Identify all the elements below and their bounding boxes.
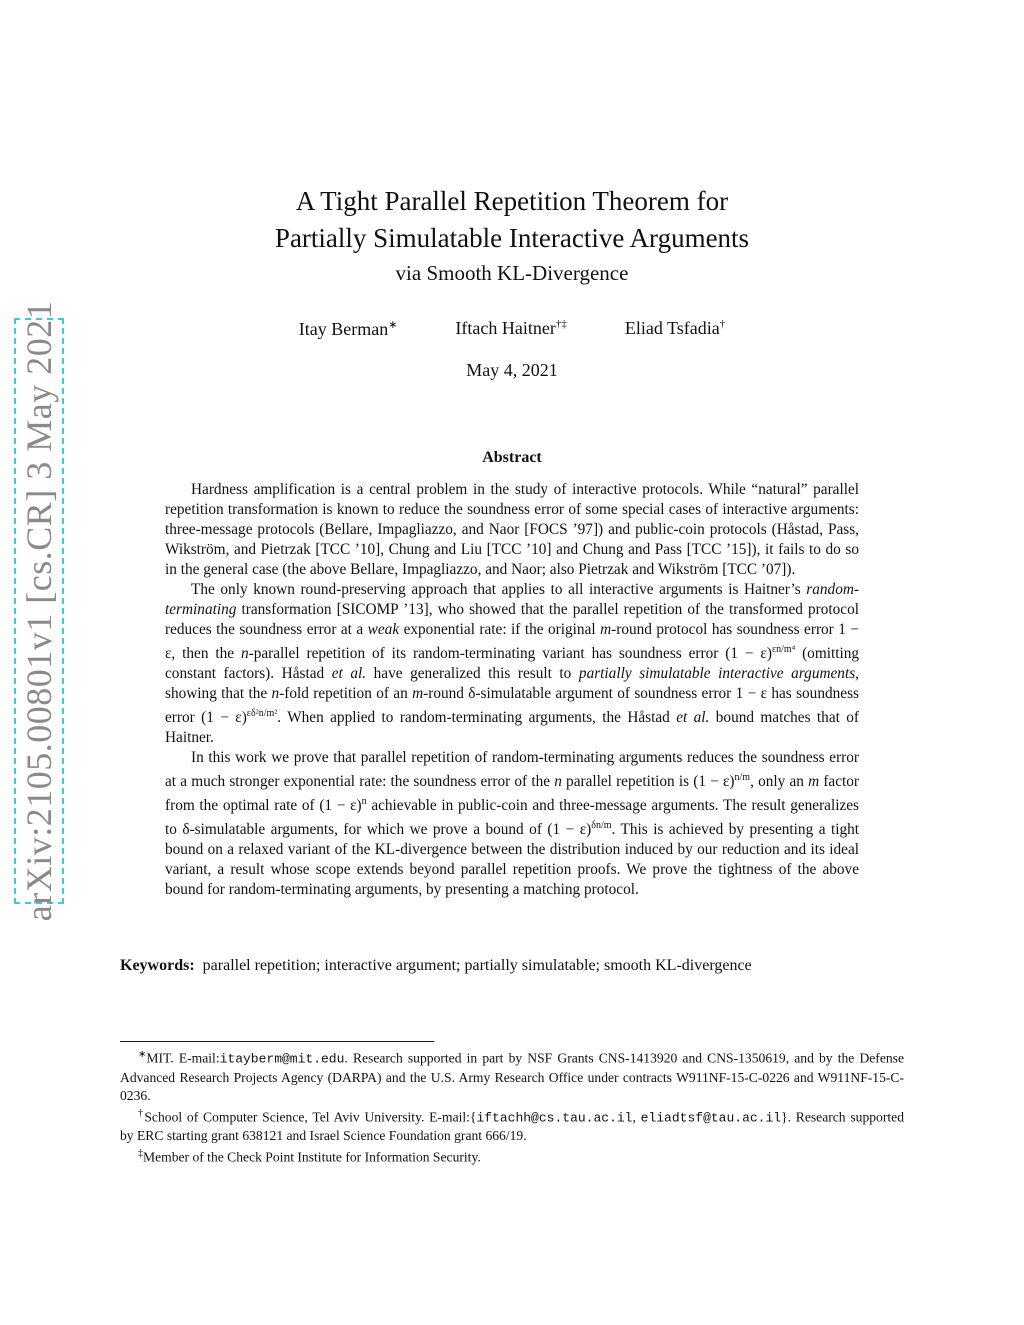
title-line-1: A Tight Parallel Repetition Theorem for: [295, 186, 729, 216]
author-footnote-mark: †‡: [555, 318, 567, 330]
paper-title: [120, 183, 904, 289]
author: [299, 318, 398, 340]
publication-date: May 4, 2021: [466, 360, 558, 380]
email-link[interactable]: iftachh@cs.tau.ac.il: [476, 1110, 633, 1126]
author-name: Itay Berman: [298, 319, 389, 339]
email-link[interactable]: eliadtsf@tau.ac.il: [640, 1110, 782, 1126]
abstract-paragraph-3: In this work we prove that parallel repetition of random-terminating arguments reduces the soundness error at a much stronger exponential rate: the soundness error of the n parallel repetition is $(1 - \varepsilon)^{n/m}$, only an m factor from the optimal rate of $(1 - \varepsilon)^n$ achievable in public-coin and three-message arguments. The result generalizes to δ-simulatable arguments, for which we prove a bound of $(1 - \varepsilon)^{\delta n/m}$. This is achieved by presenting a tight bound on a relaxed variant of the KL-divergence between the distribution induced by our reduction and its ideal variant, a result whose scope extends beyond parallel repetition proofs. We prove the tightness of the above bound for random-terminating arguments, by presenting a matching protocol.: [165, 749, 860, 899]
footnotes: [120, 1046, 904, 1167]
email-link[interactable]: itayberm@mit.edu: [219, 1051, 345, 1067]
author-footnote-mark: ∗: [388, 319, 398, 331]
arxiv-identifier: arXiv:2105.00801v1 [cs.CR] 3 May 2021: [19, 300, 60, 922]
keywords: [120, 957, 910, 975]
footnote-2: †School of Computer Science, Tel Aviv University. E-mail:{iftachh@cs.tau.ac.il, eliadtsf@tau.ac.il}. Research supported by ERC starting grant 638121 and Israel Science Foundation grant 666/19.: [120, 1107, 904, 1144]
footnote-1: ∗MIT. E-mail:itayberm@mit.edu. Research supported in part by NSF Grants CNS-1413920 and CNS-1350619, and by the Defense Advanced Research Projects Agency (DARPA) and the U.S. Army Research Office under contracts W911NF-15-C-0226 and W911NF-15-C-0236.: [120, 1049, 904, 1103]
abstract-paragraph-2: The only known round-preserving approach that applies to all interactive arguments is Haitner’s random-terminating transformation [SICOMP ’13], who showed that the parallel repetition of the transformed protocol reduces the soundness error at a weak exponential rate: if the original m-round protocol has soundness error 1 − ε, then the n-parallel repetition of its random-terminating variant has soundness error $(1 - \varepsilon)^{\varepsilon n/m^4}$ (omitting constant factors). Håstad et al. have generalized this result to partially simulatable interactive arguments, showing that the n-fold repetition of an m-round δ-simulatable argument of soundness error 1 − ε has soundness error $(1 - \varepsilon)^{\varepsilon\delta^2n/m^2}$. When applied to random-terminating arguments, the Håstad et al. bound matches that of Haitner.: [165, 581, 860, 747]
title-subtitle: via Smooth KL-Divergence: [395, 261, 629, 285]
arxiv-stamp: [14, 300, 64, 922]
abstract-heading: Abstract: [482, 449, 542, 466]
abstract-paragraph-1: Hardness amplification is a central problem in the study of interactive protocols. While “natural” parallel repetition transformation is known to reduce the soundness error of some special cases of interactive arguments: three-message protocols (Bellare, Impagliazzo, and Naor [FOCS ’97]) and public-coin protocols (Håstad, Pass, Wikström, and Pietrzak [TCC ’10], Chung and Liu [TCC ’10] and Chung and Pass [TCC ’15]), it fails to do so in the general case (the above Bellare, Impagliazzo, and Naor; also Pietrzak and Wikström [TCC ’07]).: [165, 481, 859, 578]
keywords-text: parallel repetition; interactive argument; partially simulatable; smooth KL-divergence: [202, 957, 752, 974]
abstract-body: [165, 480, 859, 900]
title-line-2: Partially Simulatable Interactive Arguments: [274, 223, 750, 253]
keywords-label: Keywords:: [120, 957, 195, 974]
footnote-divider: [120, 1041, 434, 1042]
author-name: Iftach Haitner: [455, 318, 556, 338]
footnote-3: ‡Member of the Check Point Institute for Information Security.: [138, 1148, 481, 1165]
author-list: [120, 318, 904, 340]
author: [455, 318, 566, 340]
author: [625, 318, 725, 340]
author-footnote-mark: †: [719, 318, 726, 330]
author-name: Eliad Tsfadia: [624, 318, 720, 338]
